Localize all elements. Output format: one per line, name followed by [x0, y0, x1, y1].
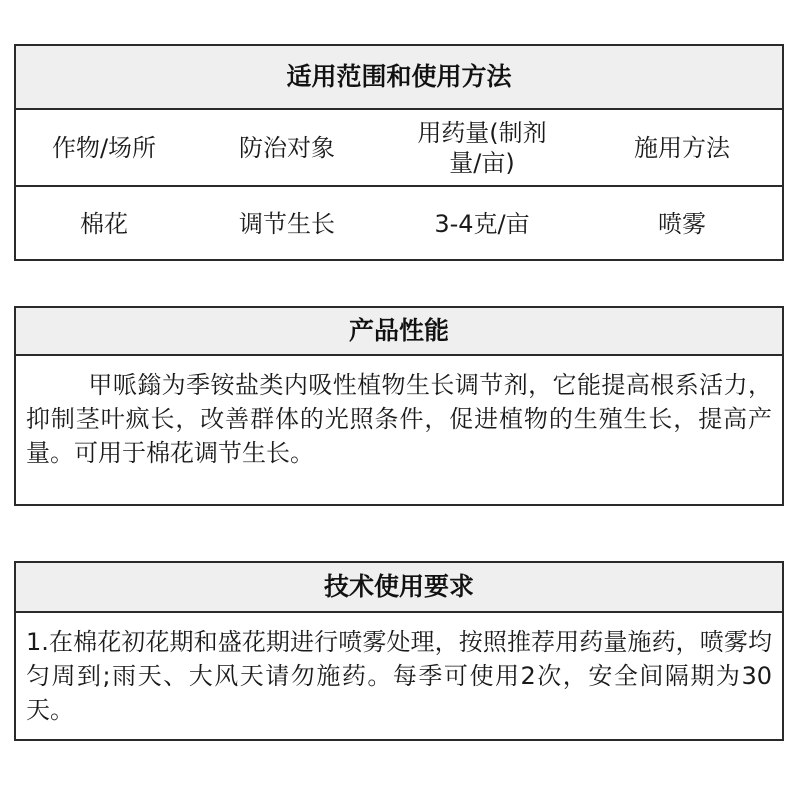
cell-method: 喷雾 — [658, 210, 706, 238]
column-header-dosage-label: 用药量(制剂量/亩) — [417, 118, 547, 177]
performance-section — [14, 306, 784, 506]
column-header-crop: 作物/场所 — [51, 133, 157, 162]
cell-dosage: 3-4克/亩 — [434, 210, 530, 238]
technical-title: 技术使用要求 — [16, 563, 782, 613]
performance-text: 甲哌鎓为季铵盐类内吸性植物生长调节剂，它能提高根系活力，抑制茎叶疯长，改善群体的光照条件，促进植物的生殖生长，提高产量。可用于棉花调节生长。 — [26, 371, 772, 467]
usage-table-header — [16, 110, 782, 187]
technical-text: 1.在棉花初花期和盛花期进行喷雾处理，按照推荐用药量施药，喷雾均匀周到;雨天、大风天请勿施药。每季可使用2次，安全间隔期为30天。 — [26, 628, 772, 724]
column-header-dosage — [382, 118, 582, 178]
table-row — [16, 187, 782, 261]
column-header-target: 防治对象 — [239, 133, 335, 162]
column-header-method: 施用方法 — [634, 133, 730, 162]
performance-title: 产品性能 — [16, 308, 782, 356]
cell-target: 调节生长 — [239, 210, 335, 238]
usage-section — [14, 44, 784, 261]
usage-title: 适用范围和使用方法 — [16, 46, 782, 110]
cell-crop: 棉花 — [80, 210, 128, 238]
technical-section — [14, 561, 784, 741]
